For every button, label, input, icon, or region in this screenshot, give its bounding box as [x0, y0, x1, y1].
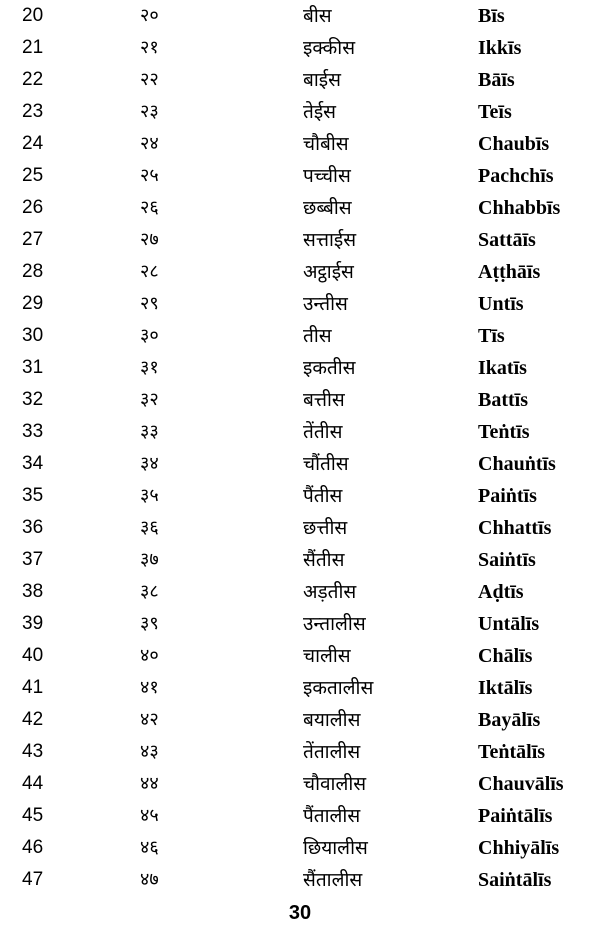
arabic-numeral: 40 — [22, 645, 44, 666]
devanagari-numeral: ३५ — [140, 485, 159, 506]
hindi-word: अड़तीस — [303, 581, 357, 603]
table-row — [0, 608, 600, 640]
devanagari-numeral: २५ — [140, 165, 159, 186]
table-row — [0, 640, 600, 672]
roman-transliteration: Saiṅtīs — [478, 549, 536, 571]
hindi-word: इकतीस — [303, 357, 356, 379]
roman-transliteration: Iktālīs — [478, 677, 533, 699]
arabic-numeral: 42 — [22, 709, 44, 730]
hindi-word: उन्तालीस — [303, 613, 366, 635]
table-row — [0, 32, 600, 64]
table-row — [0, 224, 600, 256]
arabic-numeral: 26 — [22, 197, 44, 218]
devanagari-numeral: ३७ — [140, 549, 159, 570]
roman-transliteration: Chaubīs — [478, 133, 550, 155]
devanagari-numeral: ३२ — [140, 389, 159, 410]
hindi-word: तीस — [303, 325, 332, 347]
arabic-numeral: 46 — [22, 837, 44, 858]
arabic-numeral: 29 — [22, 293, 44, 314]
devanagari-numeral: २८ — [140, 261, 159, 282]
devanagari-numeral: २९ — [140, 293, 159, 314]
roman-transliteration: Battīs — [478, 389, 528, 411]
hindi-word: बयालीस — [303, 709, 361, 731]
hindi-word: पच्चीस — [303, 165, 351, 187]
devanagari-numeral: २६ — [140, 197, 159, 218]
devanagari-numeral: २७ — [140, 229, 159, 250]
table-row — [0, 480, 600, 512]
arabic-numeral: 27 — [22, 229, 44, 250]
roman-transliteration: Paiṅtīs — [478, 485, 537, 507]
devanagari-numeral: ४१ — [140, 677, 159, 698]
devanagari-numeral: ३९ — [140, 613, 159, 634]
arabic-numeral: 45 — [22, 805, 44, 826]
hindi-word: चौवालीस — [303, 773, 367, 795]
devanagari-numeral: २२ — [140, 69, 159, 90]
arabic-numeral: 33 — [22, 421, 44, 442]
roman-transliteration: Paiṅtālīs — [478, 805, 553, 827]
table-row — [0, 576, 600, 608]
devanagari-numeral: ३३ — [140, 421, 159, 442]
hindi-word: पैंतीस — [303, 485, 343, 507]
arabic-numeral: 28 — [22, 261, 44, 282]
table-row — [0, 544, 600, 576]
hindi-word: बत्तीस — [303, 389, 345, 411]
devanagari-numeral: ३४ — [140, 453, 159, 474]
table-row — [0, 320, 600, 352]
table-row — [0, 96, 600, 128]
devanagari-numeral: ४६ — [140, 837, 159, 858]
hindi-word: सैंतालीस — [303, 869, 363, 891]
devanagari-numeral: २४ — [140, 133, 159, 154]
roman-transliteration: Teṅtīs — [478, 421, 530, 443]
devanagari-numeral: ३१ — [140, 357, 159, 378]
arabic-numeral: 36 — [22, 517, 44, 538]
roman-transliteration: Bīs — [478, 5, 505, 27]
table-row — [0, 192, 600, 224]
arabic-numeral: 21 — [22, 37, 44, 58]
hindi-word: छत्तीस — [303, 517, 348, 539]
roman-transliteration: Aṭṭhāīs — [478, 261, 541, 283]
hindi-word: सैंतीस — [303, 549, 345, 571]
arabic-numeral: 34 — [22, 453, 44, 474]
hindi-word: चौबीस — [303, 133, 349, 155]
hindi-word: तेंतीस — [303, 421, 343, 443]
roman-transliteration: Chālīs — [478, 645, 533, 667]
arabic-numeral: 44 — [22, 773, 44, 794]
hindi-word: पैंतालीस — [303, 805, 361, 827]
devanagari-numeral: ४५ — [140, 805, 159, 826]
roman-transliteration: Chhattīs — [478, 517, 552, 539]
roman-transliteration: Pachchīs — [478, 165, 554, 187]
roman-transliteration: Teṅtālīs — [478, 741, 546, 763]
table-row — [0, 704, 600, 736]
table-row — [0, 352, 600, 384]
arabic-numeral: 32 — [22, 389, 44, 410]
hindi-word: इक्कीस — [303, 37, 356, 59]
arabic-numeral: 41 — [22, 677, 44, 698]
devanagari-numeral: ३६ — [140, 517, 159, 538]
devanagari-numeral: २३ — [140, 101, 159, 122]
roman-transliteration: Untīs — [478, 293, 524, 315]
hindi-word: सत्ताईस — [303, 229, 357, 251]
roman-transliteration: Bāīs — [478, 69, 515, 91]
table-row — [0, 64, 600, 96]
hindi-word: छियालीस — [303, 837, 368, 859]
table-row — [0, 0, 600, 32]
table-row — [0, 768, 600, 800]
arabic-numeral: 43 — [22, 741, 44, 762]
roman-transliteration: Chhiyālīs — [478, 837, 560, 859]
hindi-word: चौंतीस — [303, 453, 349, 475]
hindi-word: उन्तीस — [303, 293, 348, 315]
arabic-numeral: 30 — [22, 325, 44, 346]
devanagari-numeral: ३८ — [140, 581, 159, 602]
roman-transliteration: Bayālīs — [478, 709, 541, 731]
table-row — [0, 864, 600, 896]
table-row — [0, 800, 600, 832]
table-row — [0, 672, 600, 704]
roman-transliteration: Ikkīs — [478, 37, 522, 59]
devanagari-numeral: ४४ — [140, 773, 159, 794]
table-row — [0, 416, 600, 448]
arabic-numeral: 31 — [22, 357, 44, 378]
hindi-word: छब्बीस — [303, 197, 352, 219]
roman-transliteration: Sattāīs — [478, 229, 536, 251]
devanagari-numeral: ४७ — [140, 869, 159, 890]
arabic-numeral: 24 — [22, 133, 44, 154]
hindi-word: तेंतालीस — [303, 741, 361, 763]
table-row — [0, 384, 600, 416]
roman-transliteration: Chauvālīs — [478, 773, 564, 795]
hindi-word: इकतालीस — [303, 677, 374, 699]
roman-transliteration: Ikatīs — [478, 357, 527, 379]
arabic-numeral: 22 — [22, 69, 44, 90]
table-row — [0, 288, 600, 320]
arabic-numeral: 20 — [22, 5, 44, 26]
arabic-numeral: 39 — [22, 613, 44, 634]
hindi-word: अट्ठाईस — [303, 261, 354, 283]
devanagari-numeral: ४० — [140, 645, 159, 666]
hindi-word: बाईस — [303, 69, 341, 91]
roman-transliteration: Chauṅtīs — [478, 453, 556, 475]
table-row — [0, 256, 600, 288]
arabic-numeral: 37 — [22, 549, 44, 570]
devanagari-numeral: ३० — [140, 325, 159, 346]
page-number: 30 — [288, 902, 312, 924]
hindi-word: चालीस — [303, 645, 351, 667]
table-row — [0, 736, 600, 768]
roman-transliteration: Teīs — [478, 101, 512, 123]
table-row — [0, 160, 600, 192]
roman-transliteration: Chhabbīs — [478, 197, 561, 219]
table-row — [0, 832, 600, 864]
arabic-numeral: 23 — [22, 101, 44, 122]
table-row — [0, 128, 600, 160]
arabic-numeral: 35 — [22, 485, 44, 506]
roman-transliteration: Untālīs — [478, 613, 540, 635]
arabic-numeral: 25 — [22, 165, 44, 186]
table-row — [0, 448, 600, 480]
devanagari-numeral: २१ — [140, 37, 159, 58]
table-row — [0, 512, 600, 544]
devanagari-numeral: ४२ — [140, 709, 159, 730]
arabic-numeral: 47 — [22, 869, 44, 890]
arabic-numeral: 38 — [22, 581, 44, 602]
devanagari-numeral: ४३ — [140, 741, 159, 762]
roman-transliteration: Aḍtīs — [478, 581, 524, 603]
hindi-word: तेईस — [303, 101, 337, 123]
devanagari-numeral: २० — [140, 5, 159, 26]
hindi-word: बीस — [303, 5, 332, 27]
roman-transliteration: Saiṅtālīs — [478, 869, 552, 891]
roman-transliteration: Tīs — [478, 325, 505, 347]
